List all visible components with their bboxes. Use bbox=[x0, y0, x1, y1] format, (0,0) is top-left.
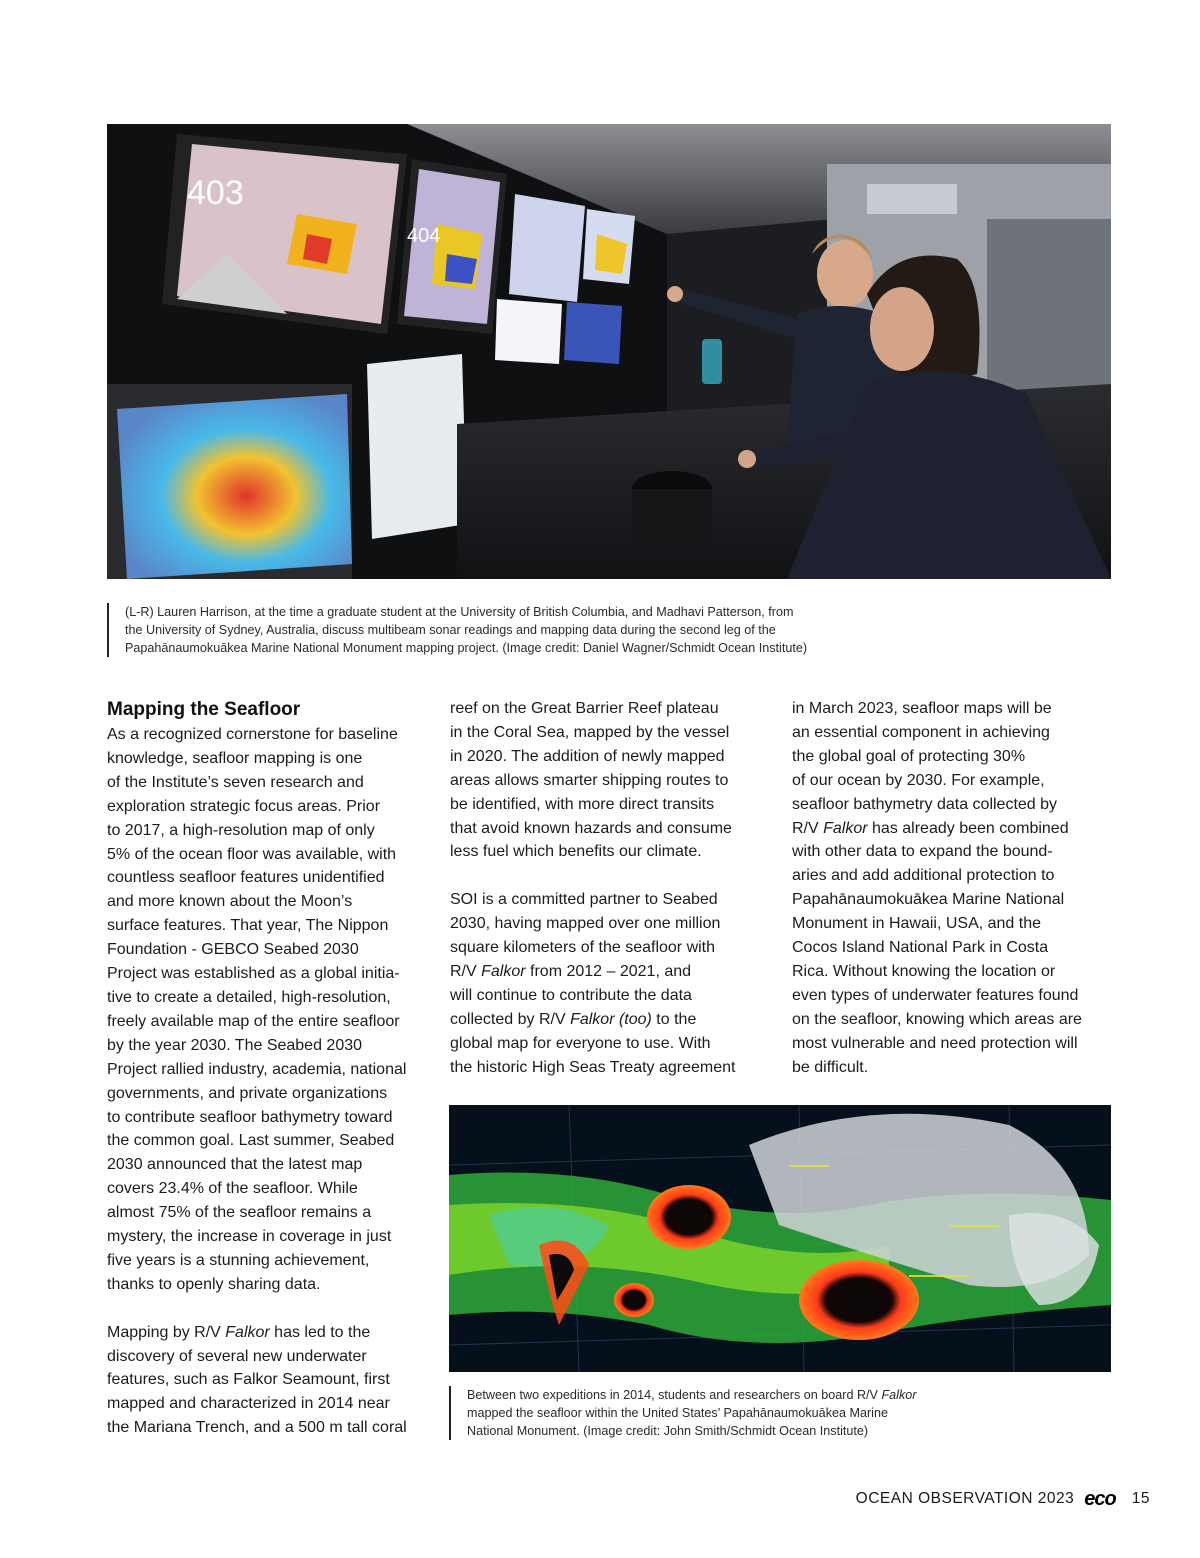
monitor-404 bbox=[397, 159, 507, 334]
text-line: and more known about the Moon’s bbox=[107, 893, 353, 911]
paragraph bbox=[450, 697, 770, 864]
publication-title: OCEAN OBSERVATION 2023 bbox=[855, 1490, 1075, 1507]
text-line: square kilometers of the seafloor with bbox=[450, 939, 716, 957]
text-line: most vulnerable and need protection will bbox=[792, 1034, 1078, 1052]
text-line: R/V Falkor from 2012 – 2021, and bbox=[450, 962, 692, 980]
caption-line: Between two expeditions in 2014, students and researchers on board R/V Falkor bbox=[467, 1388, 917, 1402]
text-line: the global goal of protecting 30% bbox=[792, 747, 1026, 765]
caption-line: mapped the seafloor within the United States’ Papahānaumokuākea Marine bbox=[467, 1406, 888, 1420]
bathymetry-photo bbox=[449, 1105, 1111, 1372]
text-line: by the year 2030. The Seabed 2030 bbox=[107, 1036, 363, 1054]
paragraph bbox=[107, 1321, 432, 1441]
eco-logo: eco bbox=[1084, 1487, 1116, 1510]
text-line: tive to create a detailed, high-resolution, bbox=[107, 988, 391, 1006]
text-line: on the seafloor, knowing which areas are bbox=[792, 1010, 1082, 1028]
caption-line: the University of Sydney, Australia, discuss multibeam sonar readings and mapping data during the second leg of the bbox=[125, 623, 776, 637]
article-column-1 bbox=[107, 697, 432, 1440]
text-line: will continue to contribute the data bbox=[450, 986, 692, 1004]
text-line: SOI is a committed partner to Seabed bbox=[450, 891, 718, 909]
text-line: features, such as Falkor Seamount, first bbox=[107, 1371, 390, 1389]
text-line: Papahānaumokuākea Marine National bbox=[792, 891, 1065, 909]
text-line: Rica. Without knowing the location or bbox=[792, 962, 1056, 980]
text-line: 5% of the ocean floor was available, with bbox=[107, 845, 397, 863]
text-line: Project was established as a global initia- bbox=[107, 965, 400, 983]
text-line: that avoid known hazards and consume bbox=[450, 819, 732, 837]
text-line: to 2017, a high-resolution map of only bbox=[107, 821, 375, 839]
text-line: covers 23.4% of the seafloor. While bbox=[107, 1180, 358, 1198]
text-line: in March 2023, seafloor maps will be bbox=[792, 700, 1052, 717]
paragraph bbox=[107, 723, 432, 1297]
text-line: R/V Falkor has already been combined bbox=[792, 819, 1069, 837]
text-line: of the Institute’s seven research and bbox=[107, 773, 364, 791]
text-line: mapped and characterized in 2014 near bbox=[107, 1395, 390, 1413]
text-line: governments, and private organizations bbox=[107, 1084, 388, 1102]
caption-line: Papahānaumokuākea Marine National Monument mapping project. (Image credit: Daniel Wagner/Schmidt Ocean Institute) bbox=[125, 641, 808, 655]
text-line: As a recognized cornerstone for baseline bbox=[107, 726, 398, 743]
article-column-3 bbox=[792, 697, 1117, 1080]
paragraph bbox=[792, 697, 1117, 1080]
text-line: Cocos Island National Park in Costa bbox=[792, 939, 1049, 957]
text-line: countless seafloor features unidentified bbox=[107, 869, 385, 887]
text-line: knowledge, seafloor mapping is one bbox=[107, 749, 363, 767]
section-heading: Mapping the Seafloor bbox=[107, 699, 301, 720]
text-line: freely available map of the entire seafloor bbox=[107, 1012, 400, 1030]
text-line: in 2020. The addition of newly mapped bbox=[450, 747, 725, 765]
text-line: surface features. That year, The Nippon bbox=[107, 917, 389, 935]
bathymetry-illustration bbox=[449, 1105, 1111, 1372]
text-line: seafloor bathymetry data collected by bbox=[792, 795, 1058, 813]
photo-caption-bottom bbox=[449, 1386, 997, 1440]
text-line: Monument in Hawaii, USA, and the bbox=[792, 915, 1042, 933]
text-line: areas allows smarter shipping routes to bbox=[450, 771, 729, 789]
paragraph bbox=[450, 888, 770, 1079]
monitor-403 bbox=[162, 134, 407, 334]
text-line: five years is a stunning achievement, bbox=[107, 1251, 370, 1269]
text-line: the historic High Seas Treaty agreement bbox=[450, 1058, 736, 1076]
text-line: 2030 announced that the latest map bbox=[107, 1156, 363, 1174]
page-number: 15 bbox=[1131, 1490, 1150, 1507]
text-line: 2030, having mapped over one million bbox=[450, 915, 721, 933]
article-column-2 bbox=[450, 697, 770, 1079]
text-line: thanks to openly sharing data. bbox=[107, 1275, 321, 1293]
text-line: the Mariana Trench, and a 500 m tall coral bbox=[107, 1419, 407, 1437]
text-line: aries and add additional protection to bbox=[792, 867, 1055, 885]
text-line: reef on the Great Barrier Reef plateau bbox=[450, 700, 719, 717]
text-line: Project rallied industry, academia, national bbox=[107, 1060, 407, 1078]
text-line: mystery, the increase in coverage in just bbox=[107, 1228, 392, 1246]
text-line: even types of underwater features found bbox=[792, 986, 1079, 1004]
monitor-403-label: 403 bbox=[187, 174, 244, 212]
text-line: exploration strategic focus areas. Prior bbox=[107, 797, 381, 815]
text-line: discovery of several new underwater bbox=[107, 1347, 367, 1365]
text-line: in the Coral Sea, mapped by the vessel bbox=[450, 723, 730, 741]
text-line: be difficult. bbox=[792, 1058, 869, 1076]
text-line: an essential component in achieving bbox=[792, 723, 1050, 741]
text-line: global map for everyone to use. With bbox=[450, 1034, 711, 1052]
text-line: to contribute seafloor bathymetry toward bbox=[107, 1108, 393, 1126]
monitor-404-label: 404 bbox=[407, 225, 441, 247]
text-line: less fuel which benefits our climate. bbox=[450, 843, 702, 861]
text-line: of our ocean by 2030. For example, bbox=[792, 771, 1045, 789]
photo-caption-top bbox=[107, 603, 905, 657]
text-line: Foundation - GEBCO Seabed 2030 bbox=[107, 941, 359, 959]
text-line: collected by R/V Falkor (too) to the bbox=[450, 1010, 697, 1028]
text-line: almost 75% of the seafloor remains a bbox=[107, 1204, 372, 1222]
lab-photo bbox=[107, 124, 1111, 579]
text-line: be identified, with more direct transits bbox=[450, 795, 715, 813]
text-line: the common goal. Last summer, Seabed bbox=[107, 1132, 395, 1150]
caption-line: National Monument. (Image credit: John Smith/Schmidt Ocean Institute) bbox=[467, 1424, 869, 1438]
page-footer bbox=[820, 1486, 1150, 1512]
lab-photo-illustration bbox=[107, 124, 1111, 579]
text-line: Mapping by R/V Falkor has led to the bbox=[107, 1323, 371, 1341]
caption-line: (L-R) Lauren Harrison, at the time a graduate student at the University of British Columbia, and Madhavi Patterson, from bbox=[125, 605, 794, 619]
text-line: with other data to expand the bound- bbox=[792, 843, 1053, 861]
